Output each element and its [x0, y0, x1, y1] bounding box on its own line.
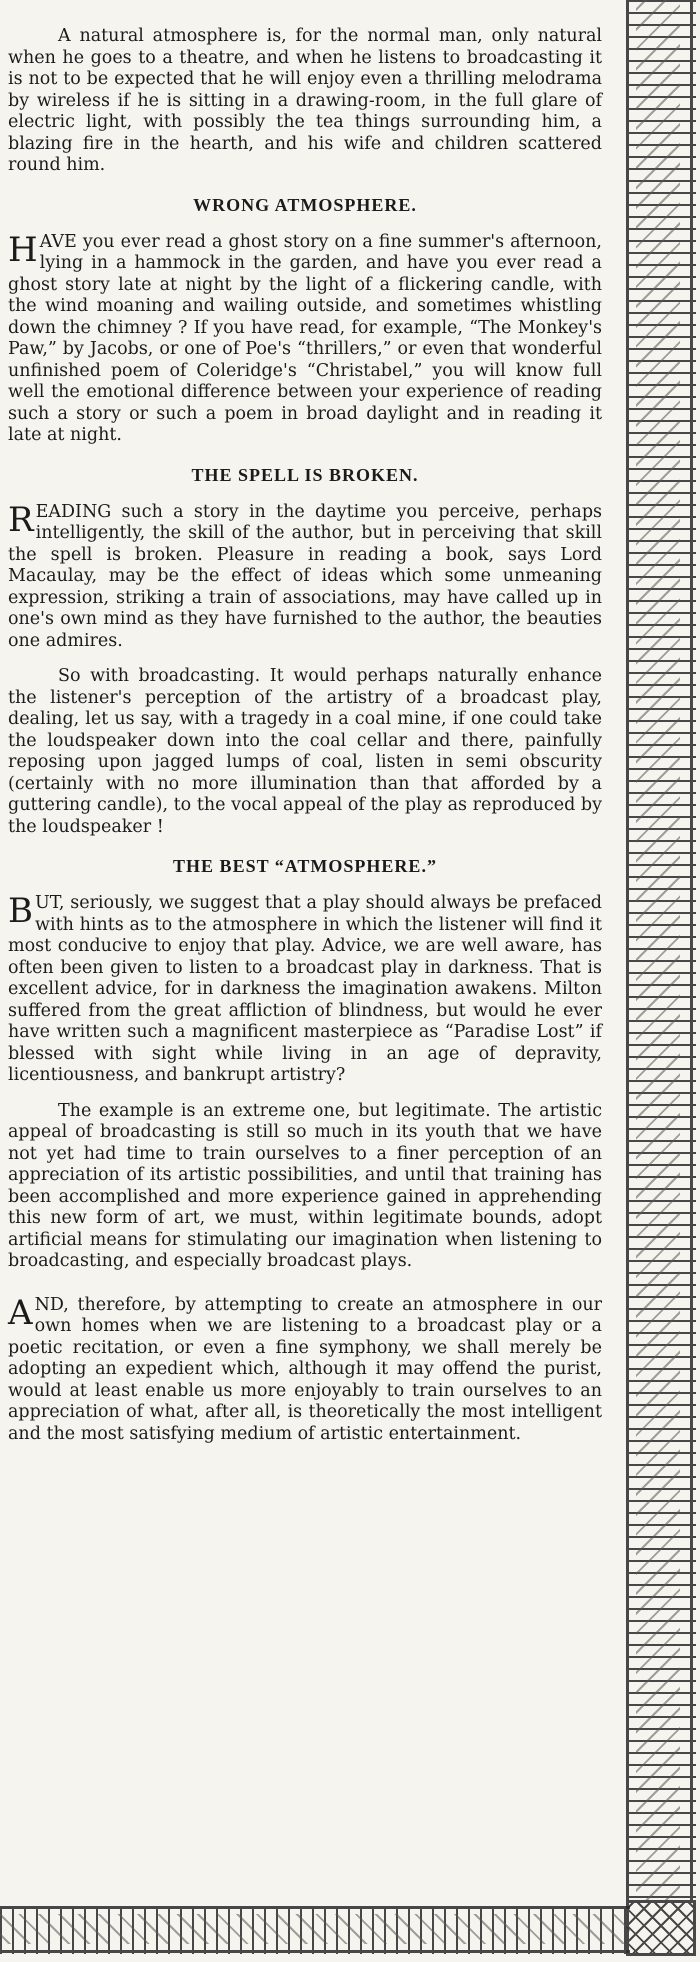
decorative-corner-ornament	[626, 1900, 696, 1956]
dropcap-r: R	[8, 499, 34, 540]
heading-wrong-atmosphere: WRONG ATMOSPHERE.	[193, 194, 417, 215]
section3-paragraph-2: The example is an extreme one, but legitimate. The artistic appeal of broadcasting is still so much in its youth that we have not yet had time to train ourselves to a finer perception of an appreciation of its artistic possibilities, and until that training has been accomplished and more experience gained in apprehending this new form of art, we must, within legitimate bounds, adopt artificial means for stimulating our imagination when listening to broadcasting, and especially broadcast plays.	[8, 1100, 602, 1271]
section1-paragraph	[8, 229, 602, 447]
article-column	[8, 26, 602, 1459]
section2-text: EADING such a story in the daytime you perceive, perhaps intelligently, the skill of the author, but in perceiving that skill the spell is broken. Pleasure in reading a book, says Lord Macaulay, may be the effect of ideas which some unmeaning expression, striking a train of associations, may have called up in one's own mind as they have furnished to the author, the beauties one admires.	[8, 501, 602, 651]
closing-text: ND, therefore, by attempting to create an atmosphere in our own homes when we are listening to a broadcast play or a poetic recitation, or even a fine symphony, we shall merely be adopting an expedient which, although it may offend the purist, would at least enable us more enjoyably to train ourselves to an appreciation of what, after all, is theoretically the most intelligent and the most satisfying medium of artistic entertainment.	[8, 1294, 602, 1444]
section1-text: AVE you ever read a ghost story on a fine summer's afternoon, lying in a hammock in the garden, and have you ever read a ghost story late at night by the light of a flickering candle, with the wind moaning and wailing outside, and sometimes whistling down the chimney ? If you have read, for example, “The Monkey's Paw,” by Jacobs, or one of Poe's “thrillers,” or even that wonderful unfinished poem of Coleridge's “Christabel,” you will know full well the emotional difference between your experience of reading such a story or such a poem in broad daylight and in reading it late at night.	[8, 231, 602, 445]
section3-text: UT, seriously, we suggest that a play should always be prefaced with hints as to the atmosphere in which the listener will find it most conducive to enjoy that play. Advice, we are well aware, has often been given to listen to a broadcast play in darkness. That is excellent advice, for in darkness the imagination awakens. Milton suffered from the great affliction of blindness, but would he ever have written such a magnificent masterpiece as “Paradise Lost” if blessed with sight while living in an age of depravity, licentiousness, and bankrupt artistry?	[8, 893, 602, 1085]
section3-paragraph	[8, 893, 602, 1087]
closing-paragraph	[8, 1292, 602, 1446]
dropcap-h: H	[8, 229, 38, 270]
heading-spell-broken: THE SPELL IS BROKEN.	[191, 464, 419, 485]
intro-paragraph: A natural atmosphere is, for the normal man, only natural when he goes to a theatre, and when he listens to broadcasting it is not to be expected that he will enjoy even a thrilling melodrama by wireless if he is sitting in a drawing-room, in the full glare of electric light, with possibly the tea things surrounding him, a blazing fire in the hearth, and his wife and children scattered round him.	[8, 26, 602, 175]
dropcap-b: B	[8, 891, 33, 931]
heading-best-atmosphere: THE BEST “ATMOSPHERE.”	[173, 856, 437, 876]
section2-paragraph-2: So with broadcasting. It would perhaps naturally enhance the listener's perception of the artistry of a broadcast play, dealing, let us say, with a tragedy in a coal mine, if one could take the loudspeaker down into the coal cellar and there, painfully reposing upon jagged lumps of coal, listen in semi obscurity (certainly with no more illumination than that afforded by a guttering candle), to the vocal appeal of the play as reproduced by the loudspeaker !	[8, 666, 602, 837]
dropcap-a: A	[8, 1292, 33, 1333]
section2-paragraph	[8, 499, 602, 653]
decorative-border-bottom	[0, 1906, 630, 1954]
decorative-border-right	[626, 0, 696, 1900]
